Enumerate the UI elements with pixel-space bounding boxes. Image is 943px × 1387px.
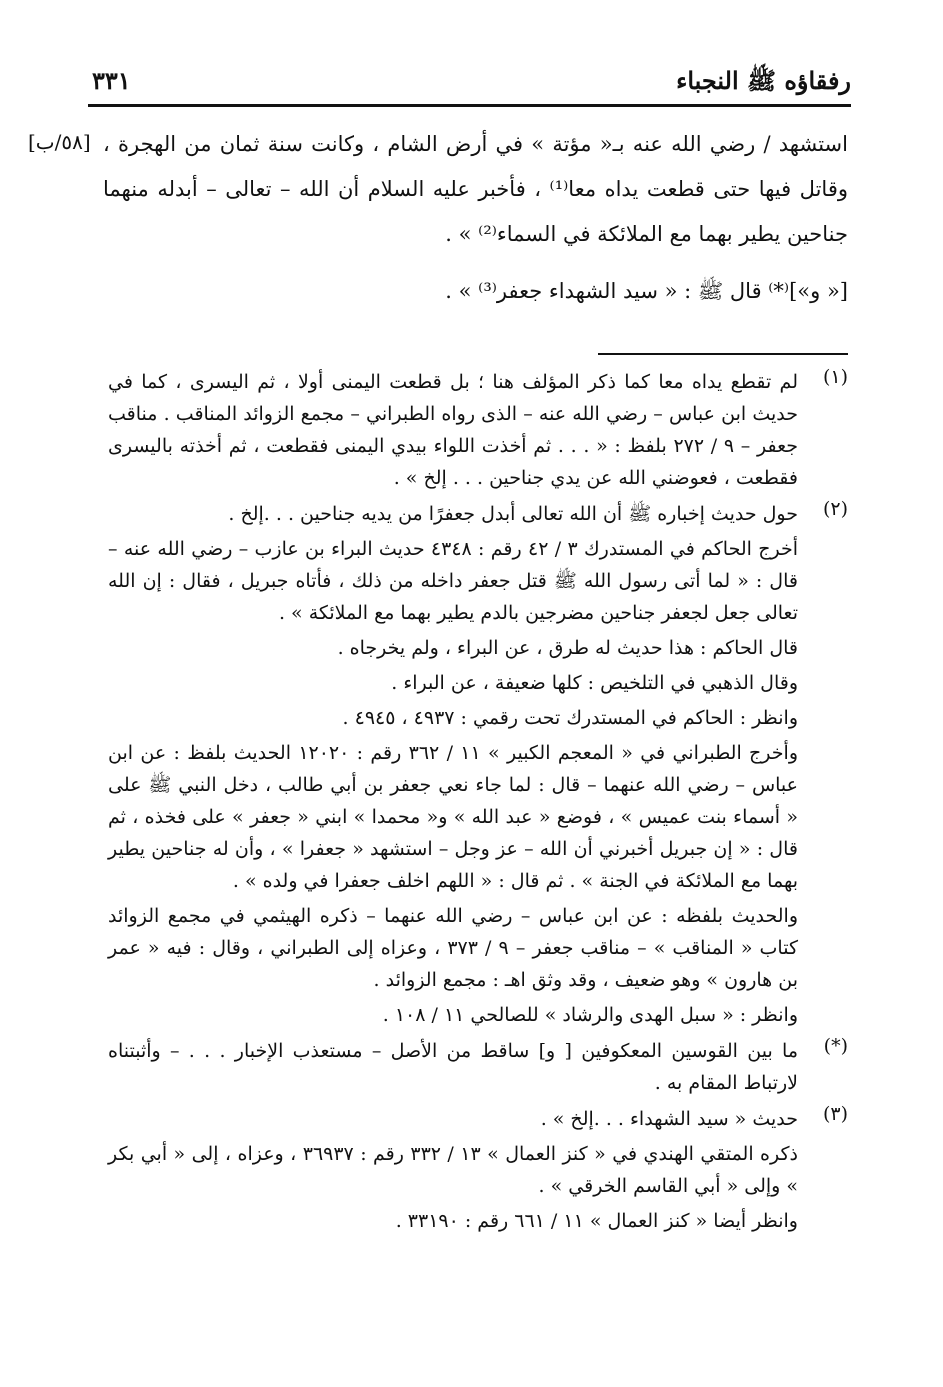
footnote-text: وقال الذهبي في التلخيص : كلها ضعيفة ، عن البراء . xyxy=(391,672,798,694)
footnote-text: قال الحاكم : هذا حديث له طرق ، عن البراء ، ولم يخرجاه . xyxy=(337,637,798,659)
footnote-number: (٢) xyxy=(822,498,848,520)
footnote-star xyxy=(108,1035,848,1099)
main-paragraph: [« و»]⁽*⁾ قال ﷺ : « سيد الشهداء جعفر⁽³⁾ » . xyxy=(445,279,848,303)
footnote-text: وأخرج الطبراني في « المعجم الكبير » ١١ / ٣٦٢ رقم : ١٢٠٢٠ الحديث بلفظ : عن ابن عباس – رضي الله عنهما – قال : لما جاء نعي جعفر بن أبي طالب ، دخل النبي ﷺ على « أسماء بنت عميس » ، فوضع « عبد الله » و« محمدا » ابني « جعفر » على فخذه ، ثم قال : « إن جبريل أخبرني أن الله – عز وجل – استشهد « جعفرا » ، وأن له جناحين يطير بهما مع الملائكة في الجنة » . ثم قال : « اللهم اخلف جعفرا في ولده » . xyxy=(108,742,798,892)
footnote-3 xyxy=(108,1103,848,1237)
footnote-1 xyxy=(108,366,848,494)
footnote-text: وانظر : « سبل الهدى والرشاد » للصالحي ١١ / ١٠٨ . xyxy=(382,1004,798,1026)
footnote-text: حديث « سيد الشهداء . . .إلخ » . xyxy=(540,1108,798,1130)
footnote-text: وانظر : الحاكم في المستدرك تحت رقمي : ٤٩٣٧ ، ٤٩٤٥ . xyxy=(342,707,798,729)
footnote-separator xyxy=(598,353,848,355)
footnote-text: لم تقطع يداه معا كما ذكر المؤلف هنا ؛ بل قطعت اليمنى أولا ، ثم اليسرى ، كما في حديث ابن عباس – رضي الله عنه – الذى رواه الطبراني – مجمع الزوائد المناقب . مناقب جعفر – ٩ / ٢٧٢ بلفظ : « . . . ثم أخذت اللواء بيدي اليمنى فقطعت ، ثم أخذته باليسرى فقطعت ، فعوضني الله عن يدي جناحين . . . إلخ » . xyxy=(108,371,798,489)
main-text xyxy=(103,122,848,314)
footnotes xyxy=(108,366,848,1241)
footnote-2 xyxy=(108,498,848,1031)
margin-folio-note: [٥٨/ب] xyxy=(28,130,91,154)
footnote-text: والحديث بلفظه : عن ابن عباس – رضي الله عنهما – ذكره الهيثمي في مجمع الزوائد كتاب « المناقب » – مناقب جعفر – ٩ / ٣٧٣ ، وعزاه إلى الطبراني ، وقال : فيه « عمر بن هارون » وهو ضعيف ، وقد وثق اهـ : مجمع الزوائد . xyxy=(108,905,798,991)
page-header xyxy=(92,62,851,102)
main-paragraph: استشهد / رضي الله عنه بـ« مؤتة » في أرض الشام ، وكانت سنة ثمان من الهجرة ، وقاتل فيها حتى قطعت يداه معا⁽¹⁾ ، فأخبر عليه السلام أن الله – تعالى – أبدله منهما جناحين يطير بهما مع الملائكة في السماء⁽²⁾ » . xyxy=(103,132,848,246)
footnote-number: (١) xyxy=(822,366,848,388)
footnote-text: أخرج الحاكم في المستدرك ٣ / ٤٢ رقم : ٤٣٤٨ حديث البراء بن عازب – رضي الله عنه – قال : « لما أتى رسول الله ﷺ قتل جعفر داخله من ذلك ، فأتاه جبريل ، فقال : إن الله تعالى جعل لجعفر جناحين مضرجين بالدم يطير بهما مع الملائكة » . xyxy=(108,538,799,624)
header-rule xyxy=(88,104,851,107)
running-title: رفقاؤه ﷺ النجباء xyxy=(676,66,851,95)
footnote-text: ذكره المتقي الهندي في « كنز العمال » ١٣ / ٣٣٢ رقم : ٣٦٩٣٧ ، وعزاه ، إلى « أبي بكر » وإلى « أبي القاسم الخرقي » . xyxy=(108,1143,798,1197)
footnote-text: وانظر أيضا « كنز العمال » ١١ / ٦٦١ رقم : ٣٣١٩٠ . xyxy=(395,1210,798,1232)
footnote-text: حول حديث إخباره ﷺ أن الله تعالى أبدل جعفرًا من يديه جناحين . . .إلخ . xyxy=(228,503,798,525)
page-number: ٣٣١ xyxy=(92,66,131,95)
footnote-number: (٣) xyxy=(822,1103,848,1125)
footnote-number: (*) xyxy=(823,1035,848,1057)
footnote-text: ما بين القوسين المعكوفين [ و] ساقط من الأصل – مستعذب الإخبار . . . – وأثبتناه لارتباط المقام به . xyxy=(108,1040,798,1094)
